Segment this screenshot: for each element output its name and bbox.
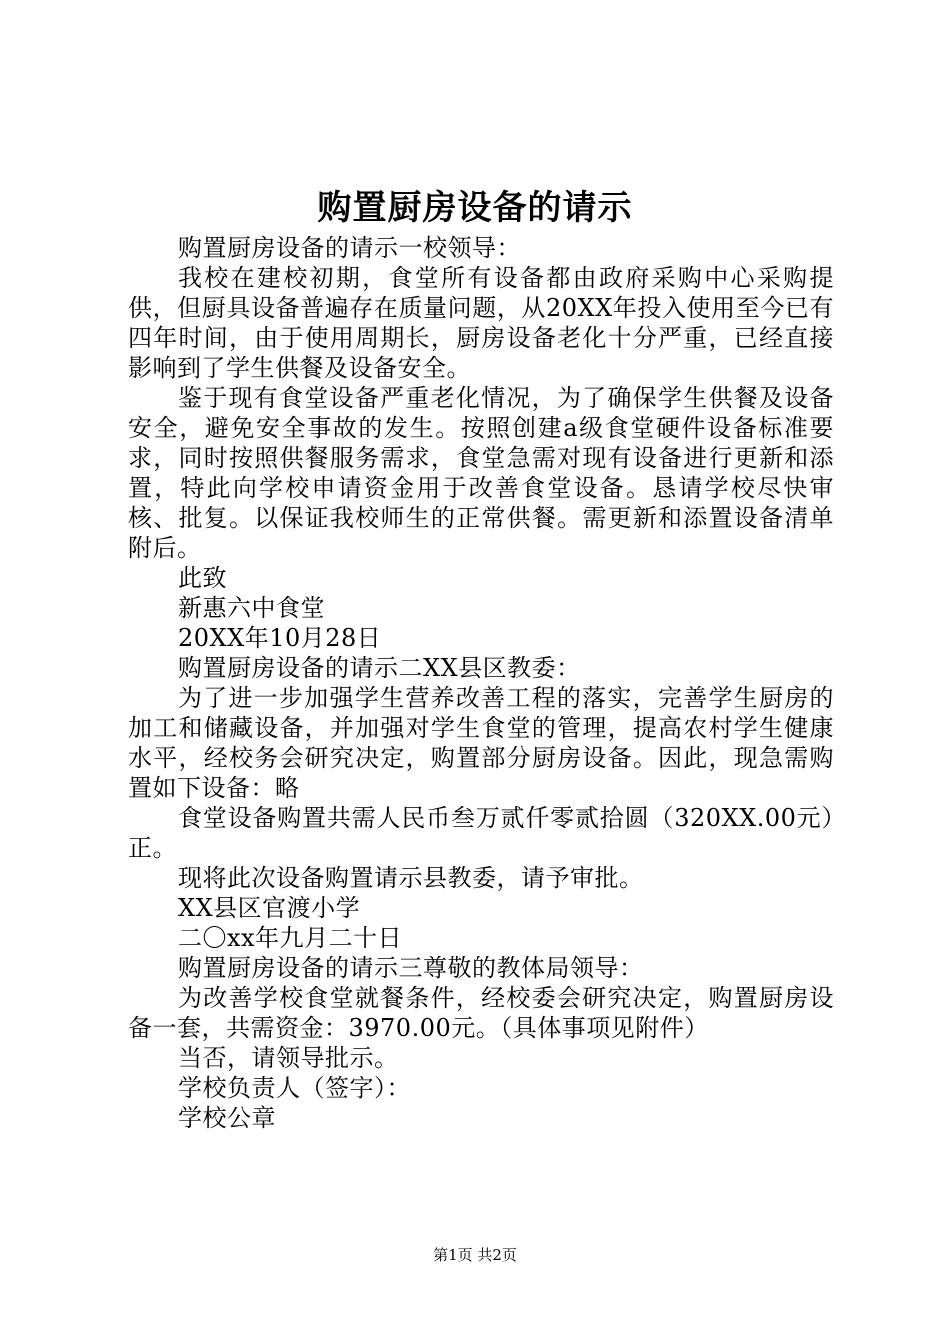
paragraph-5: 新惠六中食堂 (178, 594, 325, 622)
paragraph-9: 食堂设备购置共需人民币叁万贰仟零贰拾圆（320XX.00元）正。 (128, 804, 834, 862)
paragraph-10: 现将此次设备购置请示县教委，请予审批。 (178, 864, 644, 892)
paragraph-12: 二〇xx年九月二十日 (178, 924, 403, 952)
paragraph-2: 我校在建校初期，食堂所有设备都由政府采购中心采购提供，但厨具设备普遍存在质量问题，从20XX年投入使用至今已有四年时间，由于使用周期长，厨房设备老化十分严重，已经直接影响到了学生供餐及设备安全。 (128, 264, 834, 382)
page-footer: 第1页 共2页 (433, 1246, 517, 1264)
paragraph-15: 当否，请领导批示。 (178, 1044, 399, 1072)
paragraph-16: 学校负责人（签字）： (178, 1074, 411, 1102)
paragraph-3: 鉴于现有食堂设备严重老化情况，为了确保学生供餐及设备安全，避免安全事故的发生。按照创建a级食堂硬件设备标准要求，同时按照供餐服务需求，食堂急需对现有设备进行更新和添置，特此向学校申请资金用于改善食堂设备。恳请学校尽快审核、批复。以保证我校师生的正常供餐。需更新和添置设备清单附后。 (128, 384, 834, 562)
paragraph-8: 为了进一步加强学生营养改善工程的落实，完善学生厨房的加工和储藏设备，并加强对学生食堂的管理，提高农村学生健康水平，经校务会研究决定，购置部分厨房设备。因此，现急需购置如下设备：略 (128, 684, 834, 802)
paragraph-6: 20XX年10月28日 (178, 624, 382, 652)
paragraph-11: XX县区官渡小学 (178, 894, 361, 922)
document-title: 购置厨房设备的请示 (317, 188, 633, 228)
paragraph-13: 购置厨房设备的请示三尊敬的教体局领导： (178, 954, 644, 982)
document-body (128, 233, 834, 1133)
paragraph-4: 此致 (178, 564, 227, 592)
paragraph-7: 购置厨房设备的请示二XX县区教委： (178, 654, 581, 682)
paragraph-17: 学校公章 (178, 1104, 276, 1132)
paragraph-1: 购置厨房设备的请示一校领导： (178, 234, 521, 262)
paragraph-14: 为改善学校食堂就餐条件，经校委会研究决定，购置厨房设备一套，共需资金：3970.00元。（具体事项见附件） (128, 984, 834, 1042)
